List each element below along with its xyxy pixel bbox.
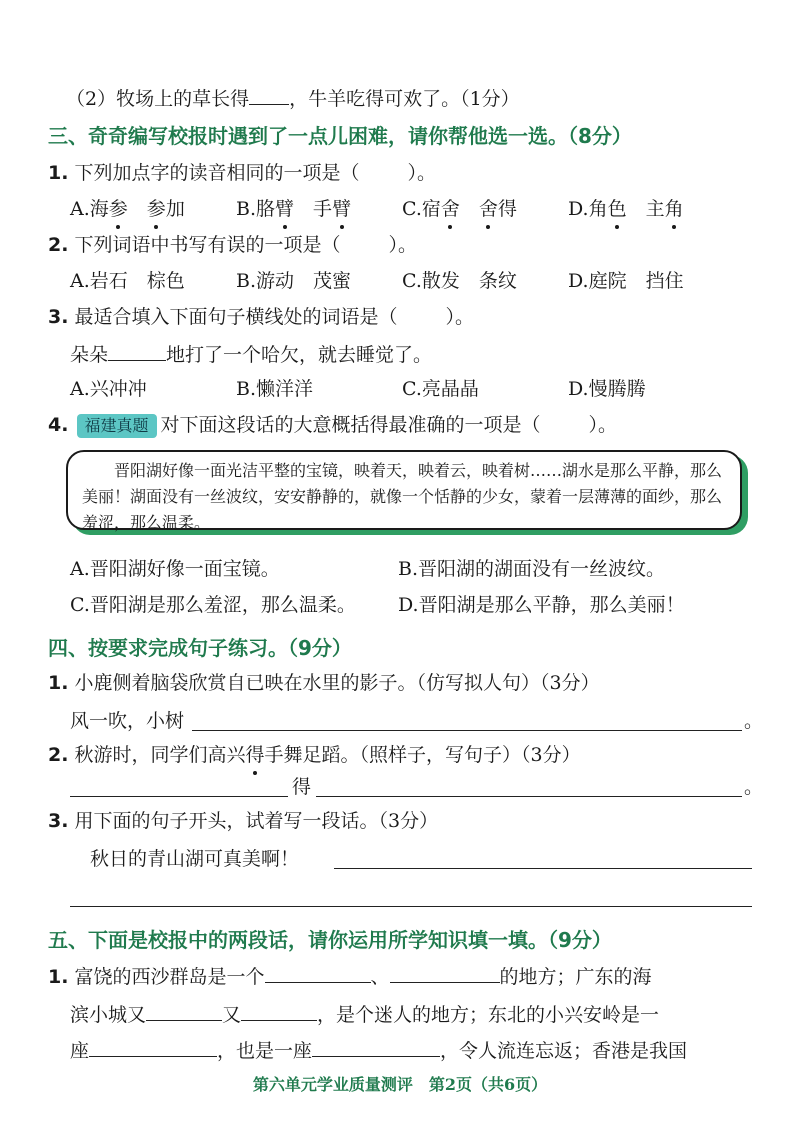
s5-question-1-line-2: 滨小城又 又 ，是个迷人的地方；东北的小兴安岭是一 <box>70 1000 659 1028</box>
section-4-heading: 四、按要求完成句子练习。（9分） <box>48 636 352 660</box>
s4-question-3 <box>48 808 438 834</box>
s3-question-2 <box>48 232 417 258</box>
s3q4-option-d[interactable]: D.晋阳湖是那么平静，那么美丽！ <box>398 594 685 616</box>
answer-blank[interactable] <box>241 1000 317 1021</box>
source-tag: 福建真题 <box>77 414 157 438</box>
period: 。 <box>744 776 764 798</box>
question-number: 1. <box>48 162 69 184</box>
s4-question-1 <box>48 670 600 696</box>
dotted-char: 参 <box>108 198 128 220</box>
s3q1-option-b[interactable]: B.胳臂 手臂 <box>236 198 352 220</box>
answer-line[interactable] <box>192 730 742 731</box>
s4q1-prefix: 风一吹，小树 <box>70 710 185 732</box>
de-char: 得 <box>292 776 312 798</box>
s3q4-option-b[interactable]: B.晋阳湖的湖面没有一丝波纹。 <box>398 558 666 580</box>
question-number: 2. <box>48 744 69 766</box>
dotted-char: 舍 <box>478 198 498 220</box>
s5-question-1-line-1: 1. 富饶的西沙群岛是一个 、 的地方；广东的海 <box>48 962 652 990</box>
section-3-heading: 三、奇奇编写校报时遇到了一点儿困难，请你帮他选一选。（8分） <box>48 124 632 148</box>
question-number: 2. <box>48 234 69 256</box>
s3q3-sentence <box>70 340 432 368</box>
s3q1-option-c[interactable]: C.宿舍 舍得 <box>402 198 517 220</box>
s3q2-option-b[interactable]: B.游动 茂蜜 <box>236 270 352 292</box>
question-text: 下列词语中书写有误的一项是（ <box>74 234 341 256</box>
question-text: ）。 <box>388 234 418 256</box>
dotted-char: 角 <box>664 198 684 220</box>
question-text: 下列加点字的读音相同的一项是（ <box>74 162 360 184</box>
answer-blank[interactable] <box>249 84 289 105</box>
sentence-blank <box>108 340 166 361</box>
question-text: 小鹿侧着脑袋欣赏自已映在水里的影子。（仿写拟人句）（3分） <box>74 672 600 694</box>
reading-passage: 晋阳湖好像一面光洁平整的宝镜，映着天，映着云，映着树……湖水是那么平静，那么美丽！湖面没有一丝波纹，安安静静的，就像一个恬静的少女，蒙着一层薄薄的面纱，那么羞涩，那么温柔。 <box>66 450 742 530</box>
s3-question-4 <box>48 412 617 438</box>
sentence-text: 朵朵 <box>70 344 109 366</box>
answer-line[interactable] <box>70 796 288 797</box>
question-2-2 <box>66 84 520 112</box>
question-number: 1. <box>48 672 69 694</box>
question-text: 秋游时，同学们高兴 <box>74 744 246 766</box>
question-number: 1. <box>48 966 69 988</box>
question-text: 用下面的句子开头，试着写一段话。（3分） <box>74 810 439 832</box>
section-5-heading: 五、下面是校报中的两段话，请你运用所学知识填一填。（9分） <box>48 928 612 952</box>
dotted-char: 舍 <box>440 198 460 220</box>
answer-blank[interactable] <box>312 1036 440 1057</box>
question-text: 对下面这段话的大意概括得最准确的一项是（ <box>160 414 541 436</box>
sentence-text: 地打了一个哈欠，就去睡觉了。 <box>166 344 433 366</box>
question-text: ）。 <box>588 414 618 436</box>
question-text: ）。 <box>445 306 475 328</box>
question-text: （2）牧场上的草长得 <box>66 88 250 110</box>
question-text: 最适合填入下面句子横线处的词语是（ <box>74 306 398 328</box>
answer-line[interactable] <box>316 796 742 797</box>
question-text: 手舞足蹈。（照样子，写句子）（3分） <box>264 744 581 766</box>
s3q2-option-d[interactable]: D.庭院 挡住 <box>568 270 684 292</box>
s4q3-prefix: 秋日的青山湖可真美啊！ <box>90 848 300 870</box>
question-number: 4. <box>48 414 69 436</box>
s3q2-option-c[interactable]: C.散发 条纹 <box>402 270 517 292</box>
period: 。 <box>744 710 764 732</box>
dotted-char: 臂 <box>332 198 352 220</box>
dotted-char: 臂 <box>275 198 295 220</box>
question-number: 3. <box>48 810 69 832</box>
s5-question-1-line-3: 座 ，也是一座 ，令人流连忘返；香港是我国 <box>70 1036 687 1064</box>
s3q3-option-d[interactable]: D.慢腾腾 <box>568 378 646 400</box>
s3q3-option-b[interactable]: B.懒洋洋 <box>236 378 314 400</box>
s3q1-option-d[interactable]: D.角色 主角 <box>568 198 684 220</box>
answer-blank[interactable] <box>89 1036 217 1057</box>
dotted-char: 参 <box>146 198 166 220</box>
s3-question-1 <box>48 160 436 186</box>
s4-question-2 <box>48 742 581 768</box>
dotted-char: 色 <box>607 198 627 220</box>
answer-blank[interactable] <box>265 962 371 983</box>
s3-question-3 <box>48 304 474 330</box>
answer-blank[interactable] <box>390 962 500 983</box>
dotted-char: 得 <box>245 744 265 766</box>
s3q3-option-a[interactable]: A.兴冲冲 <box>70 378 147 400</box>
answer-blank[interactable] <box>146 1000 222 1021</box>
s3q1-option-a[interactable]: A.海参 参加 <box>70 198 185 220</box>
s3q2-option-a[interactable]: A.岩石 棕色 <box>70 270 185 292</box>
s3q3-option-c[interactable]: C.亮晶晶 <box>402 378 479 400</box>
question-text: ）。 <box>407 162 437 184</box>
page-footer: 第六单元学业质量测评 第2页（共6页） <box>252 1075 548 1094</box>
question-text: ，牛羊吃得可欢了。（1分） <box>289 88 520 110</box>
answer-line[interactable] <box>70 906 752 907</box>
s3q4-option-c[interactable]: C.晋阳湖是那么羞涩，那么温柔。 <box>70 594 356 616</box>
answer-line[interactable] <box>334 868 752 869</box>
s3q4-option-a[interactable]: A.晋阳湖好像一面宝镜。 <box>70 558 280 580</box>
question-number: 3. <box>48 306 69 328</box>
